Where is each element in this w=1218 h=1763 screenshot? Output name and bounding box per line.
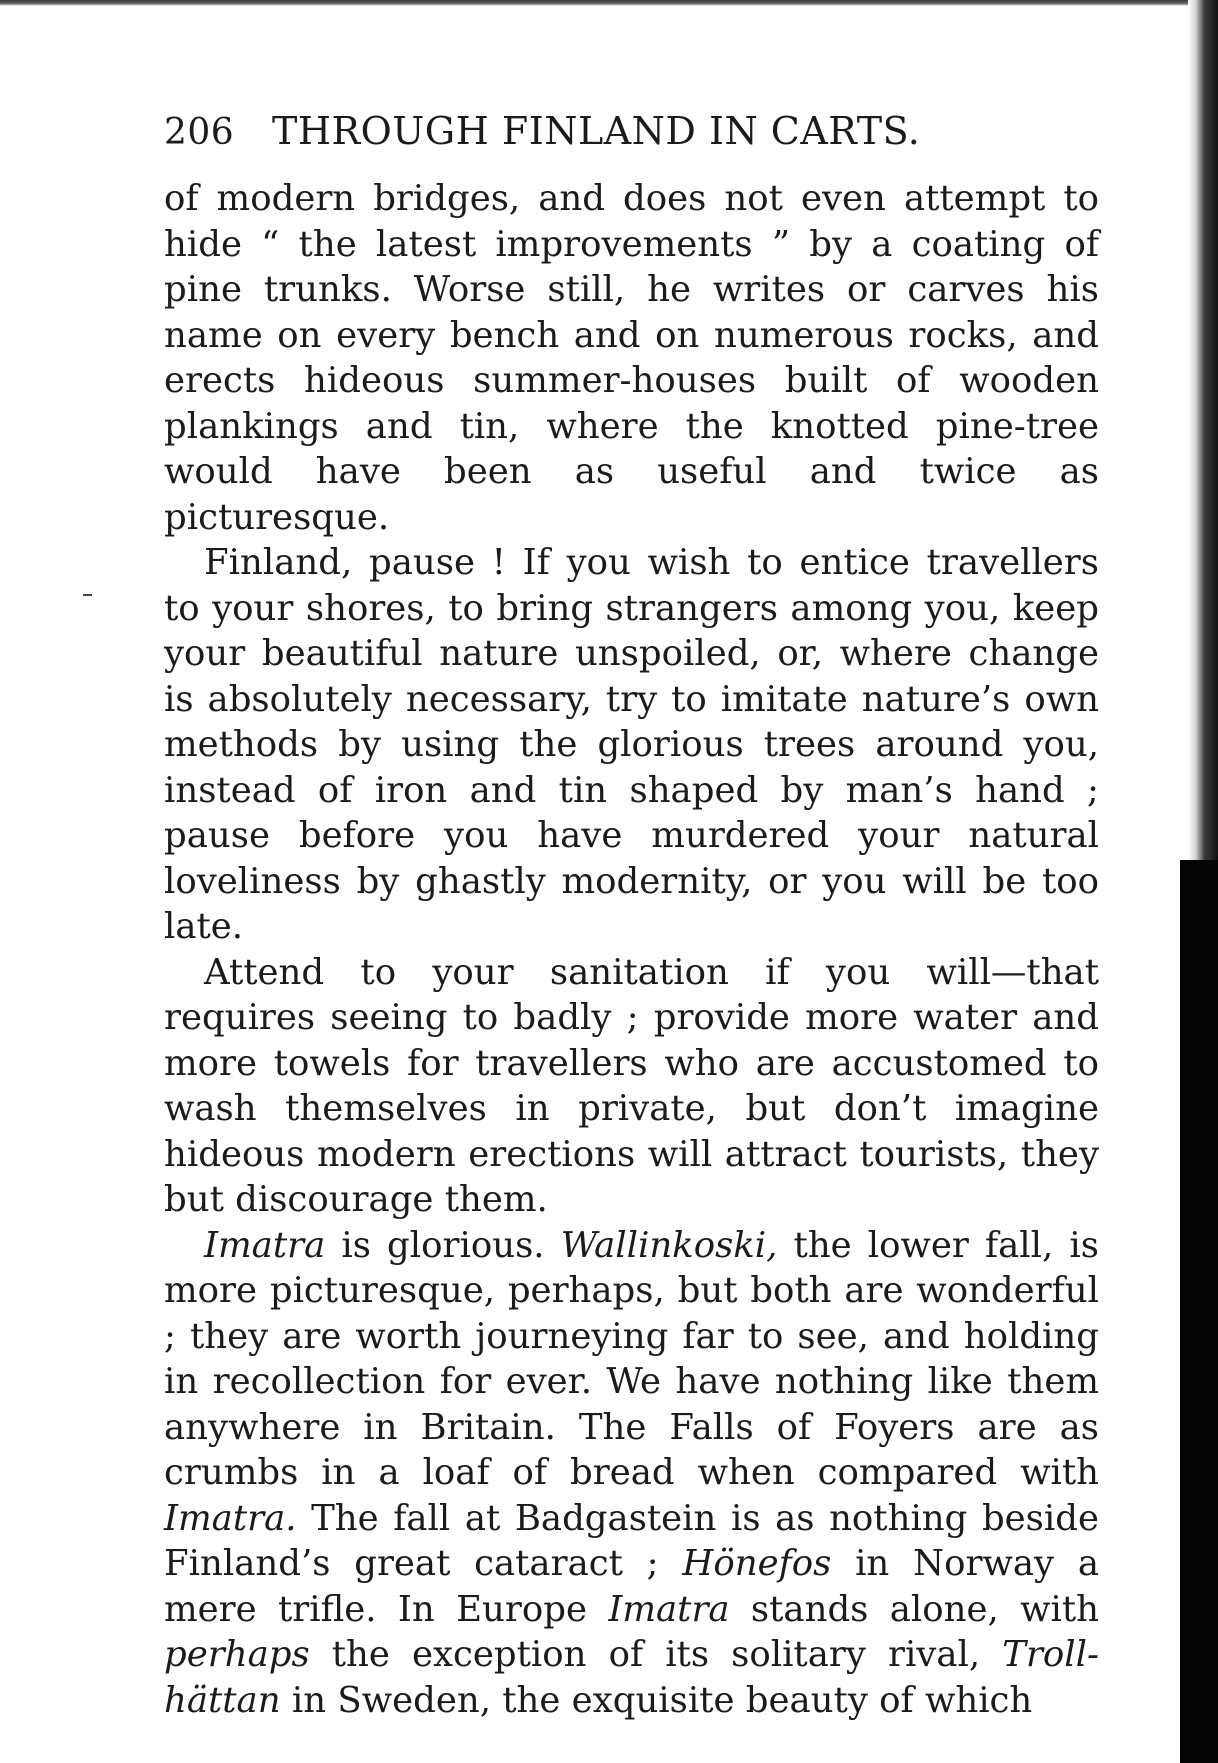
text-run: The fall at Badgastein is as nothing beside Finland’s great cataract ; [164,1497,1099,1584]
running-head: THROUGH FINLAND IN CARTS. [272,109,921,153]
paragraph-4 [164,1223,1099,1724]
italic-term: perhaps [164,1634,310,1675]
text-run: the lower fall, is more picturesque, perhaps, but both are wonderful ; they are worth journeying far to see, and holding in recollection for ever. We have nothing like them anywhere in Britain. The Falls of Foyers are as crumbs in a loaf of bread when compared with [164,1224,1099,1493]
page-header [164,108,984,154]
italic-term: Troll-hättan [164,1634,1099,1721]
text-run: the exception of its solitary rival, [309,1634,1003,1675]
page-number: 206 [164,112,235,153]
body-text [164,176,1099,1723]
text-run: is glorious. [325,1224,561,1266]
paragraph-1: of modern bridges, and does not even attempt to hide “ the latest improvements ” by a coating of pine trunks. Worse still, he writes or carves his name on every bench and on numerous rocks, and erects hideous summer-houses built of wooden plankings and tin, where the knotted pine-tree would have been as useful and twice as picturesque. [164,178,1099,538]
paragraph-2: Finland, pause ! If you wish to entice travellers to your shores, to bring strangers among you, keep your beautiful nature unspoiled, or, where change is absolutely necessary, try to imitate nature’s own methods by using the glorious trees around you, instead of iron and tin shaped by man’s hand ; pause before you have murdered your natural loveliness by ghastly modernity, or you will be too late. [164,542,1099,947]
margin-mark [83,594,92,596]
italic-term: Imatra. [164,1497,297,1539]
italic-term: Wallinkoski, [560,1224,778,1266]
paragraph-3: Attend to your sanitation if you will—that requires seeing to badly ; provide more water and more towels for travellers who are accustomed to wash themselves in private, but don’t imagine hideous modern erections will attract tourists, they but discourage them. [164,951,1099,1220]
binding-shadow-dark [1180,860,1218,1763]
italic-term: Imatra [608,1588,730,1630]
text-run: stands alone, with [729,1588,1099,1630]
italic-term: Imatra [204,1224,326,1266]
text-run: in Sweden, the exquisite beauty of which [280,1679,1033,1721]
text-run: in Norway a mere trifle. In Europe [164,1543,1099,1630]
top-edge-shadow [0,0,1218,6]
italic-term: Hönefos [682,1543,832,1584]
